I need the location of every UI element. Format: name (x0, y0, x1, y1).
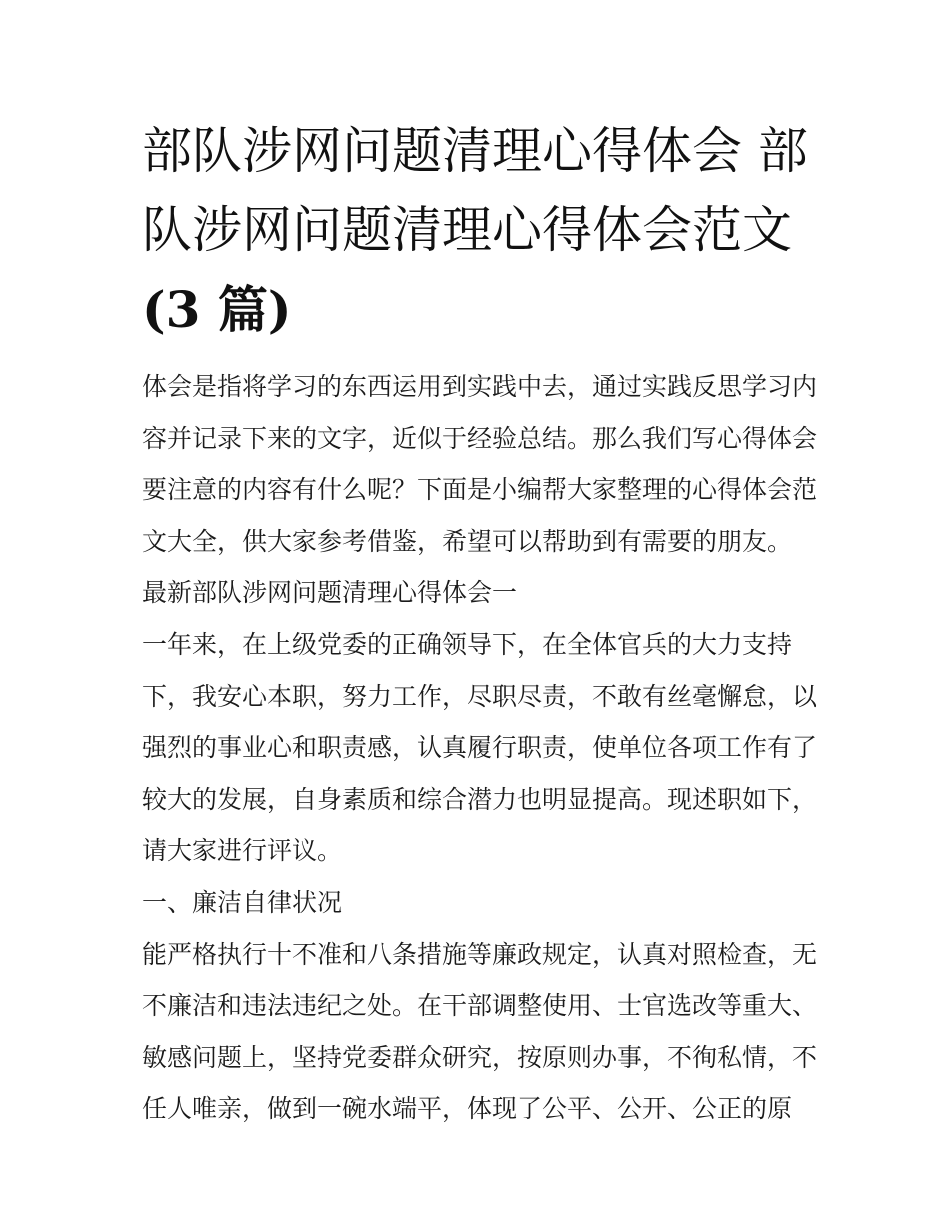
body-line: 较大的发展，自身素质和综合潜力也明显提高。现述职如下， (142, 784, 818, 814)
subsection-heading: 一、廉洁自律状况 (142, 887, 343, 917)
document-title (142, 112, 814, 349)
body-line: 文大全，供大家参考借鉴，希望可以帮助到有需要的朋友。 (142, 526, 793, 556)
body-line: 体会是指将学习的东西运用到实践中去，通过实践反思学习内 (142, 372, 818, 401)
body-line: 容并记录下来的文字，近似于经验总结。那么我们写心得体会 (142, 423, 818, 453)
section-heading: 最新部队涉网问题清理心得体会一 (142, 578, 518, 608)
body-line: 强烈的事业心和职责感，认真履行职责，使单位各项工作有了 (142, 733, 818, 763)
body-line: 任人唯亲，做到一碗水端平，体现了公平、公开、公正的原 (142, 1094, 793, 1124)
title-line-1: 部队涉网问题清理心得体会 部 (142, 122, 808, 180)
document-content (142, 112, 818, 1135)
title-line-3: (3 篇) (142, 280, 292, 339)
document-body (142, 361, 818, 1135)
body-line: 请大家进行评议。 (142, 836, 343, 866)
body-line: 下，我安心本职，努力工作，尽职尽责，不敢有丝毫懈怠，以 (142, 681, 818, 711)
body-line: 能严格执行十不准和八条措施等廉政规定，认真对照检查，无 (142, 939, 818, 969)
body-line: 要注意的内容有什么呢？下面是小编帮大家整理的心得体会范 (142, 475, 818, 505)
body-line: 敏感问题上，坚持党委群众研究，按原则办事，不徇私情，不 (142, 1042, 818, 1072)
title-line-2: 队涉网问题清理心得体会范文 (142, 201, 792, 259)
body-line: 一年来，在上级党委的正确领导下，在全体官兵的大力支持 (142, 629, 793, 659)
body-line: 不廉洁和违法违纪之处。在干部调整使用、士官选改等重大、 (142, 991, 818, 1021)
